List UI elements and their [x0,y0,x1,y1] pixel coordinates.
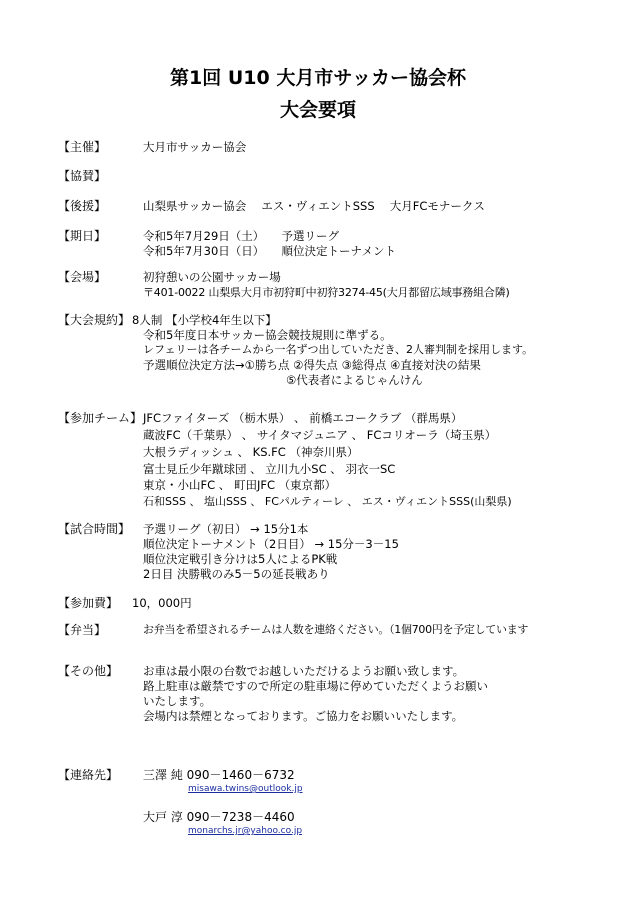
fee-value: 10，000円 [132,596,192,610]
contact-1-email[interactable]: misawa.twins@outlook.jp [188,784,303,794]
match-time-line-3: 順位決定戦引き分けは5人によるPK戦 [143,552,338,566]
lunch-value: お弁当を希望されるチームは人数を連絡ください。（1個700円を予定しています [143,623,529,636]
teams-line-1: JFCファイターズ （栃木県） 、 前橋エコークラブ （群馬県） [143,411,463,425]
lunch-label: 【弁当】 [58,623,107,637]
other-line-1: お車は最小限の台数でお越しいただけるようお願い致します。 [143,664,465,678]
dates-label: 【期日】 [58,229,107,243]
venue-line-2: 〒401-0022 山梨県大月市初狩町中初狩3274-45(大月都留広域事務組合隣) [143,286,510,299]
teams-line-3: 大根ラディッシュ 、 KS.FC （神奈川県） [143,445,359,459]
venue-line-1: 初狩憩いの公園サッカー場 [143,270,281,284]
other-line-3: いたします。 [143,694,212,708]
contact-label: 【連絡先】 [58,768,119,782]
other-line-2: 路上駐車は厳禁ですので所定の駐車場に停めていただくようお願い [143,679,488,693]
teams-line-6: 石和SSS 、 塩山SSS 、 FCパルティーレ 、 エス・ヴィエントSSS(山梨県) [143,495,512,508]
fee-label: 【参加費】 [58,596,119,610]
document-title-line2: 大会要項 [279,99,356,121]
dates-line-2: 令和5年7月30日（日） 順位決定トーナメント [143,244,397,258]
teams-label: 【参加チーム】 [58,411,143,425]
match-time-label: 【試合時間】 [58,522,131,536]
rules-line-5: ⑤代表者によるじゃんけん [286,373,423,387]
rules-line-3: レフェリーは各チームから一名ずつ出していただき、2人審判制を採用します。 [143,343,534,356]
contact-2-email[interactable]: monarchs.jr@yahoo.co.jp [188,826,303,836]
organizer-value: 大月市サッカー協会 [143,140,247,154]
organizer-label: 【主催】 [58,140,107,154]
other-line-4: 会場内は禁煙となっております。ご協力をお願いいたします。 [143,709,464,723]
support-value: 山梨県サッカー協会 エス・ヴィエントSSS 大月FCモナークス [143,199,485,213]
teams-line-5: 東京・小山FC 、 町田JFC （東京都） [143,478,337,492]
teams-line-2: 蔵波FC（千葉県） 、 サイタマジュニア 、 FCコリオーラ（埼玉県） [143,428,497,442]
rules-line-2: 令和5年度日本サッカー協会競技規則に準ずる。 [143,328,392,342]
contact-1-name-phone: 三澤 純 090－1460－6732 [143,768,295,782]
match-time-line-4: 2日目 決勝戦のみ5－5の延長戦あり [143,567,330,581]
document-title-line1: 第1回 U10 大月市サッカー協会杯 [170,67,466,89]
other-label: 【その他】 [58,664,119,678]
teams-line-4: 富士見丘少年蹴球団 、 立川九小SC 、 羽衣一SC [143,462,396,476]
contact-2-name-phone: 大戸 淳 090－7238－4460 [143,810,295,824]
rules-line-1: 8人制 【小学校4年生以下】 [132,313,277,327]
sponsor-label: 【協賛】 [58,169,107,183]
match-time-line-1: 予選リーグ（初日） → 15分1本 [143,522,309,536]
rules-line-4: 予選順位決定方法→①勝ち点 ②得失点 ③総得点 ④直接対決の結果 [143,358,481,372]
venue-label: 【会場】 [58,270,107,284]
rules-label: 【大会規約】 [58,313,131,327]
support-label: 【後援】 [58,199,107,213]
dates-line-1: 令和5年7月29日（土） 予選リーグ [143,229,340,243]
match-time-line-2: 順位決定トーナメント（2日目） → 15分－3－15 [143,537,399,551]
